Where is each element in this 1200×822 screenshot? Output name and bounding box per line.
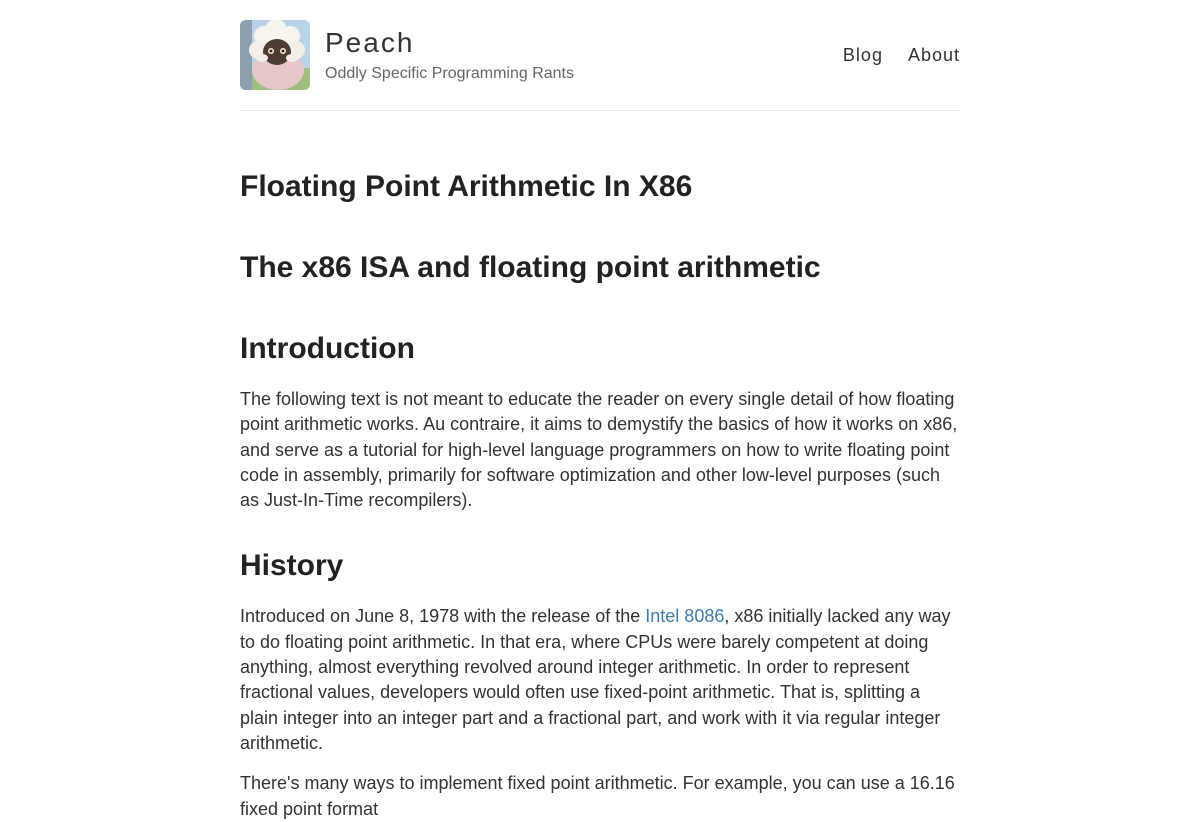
nav-link-blog[interactable]: Blog xyxy=(842,45,883,65)
site-title[interactable]: Peach xyxy=(325,27,415,58)
history-paragraph-1 xyxy=(240,604,960,756)
nav-link-about[interactable]: About xyxy=(907,45,960,65)
main-nav xyxy=(843,45,960,65)
introduction-paragraph: The following text is not meant to educate the reader on every single detail of how floating point arithmetic works. Au contraire, it aims to demystify the basics of how it works on x86, and serve as a tutorial for high-level language programmers on how to write floating point code in assembly, primarily for software optimization and other low-level purposes (such as Just-In-Time recompilers). xyxy=(240,389,958,511)
post-title: Floating Point Arithmetic In X86 xyxy=(240,170,693,203)
history-text-before-link: Introduced on June 8, 1978 with the release of the xyxy=(240,606,646,627)
post-content xyxy=(240,140,960,822)
section-heading-introduction: Introduction xyxy=(240,332,415,365)
intel-8086-link[interactable]: Intel 8086 xyxy=(645,606,725,627)
site-header xyxy=(240,20,960,111)
post-subtitle: The x86 ISA and floating point arithmetic xyxy=(240,251,821,284)
history-paragraph-2: There's many ways to implement fixed point arithmetic. For example, you can use a 16.16 fixed point format xyxy=(240,773,955,819)
avatar-sheep-icon xyxy=(240,20,310,90)
site-tagline: Oddly Specific Programming Rants xyxy=(325,65,574,82)
avatar[interactable] xyxy=(240,20,310,90)
section-heading-history: History xyxy=(240,549,344,583)
history-text-after-link: , x86 initially lacked any way to do floating point arithmetic. In that era, where CPUs were barely competent at doing anything, almost everything revolved around integer arithmetic. In order to represent fractional values, developers would often use fixed-point arithmetic. That is, splitting a plain integer into an integer part and a fractional part, and work with it via regular integer arithmetic. xyxy=(240,606,951,753)
